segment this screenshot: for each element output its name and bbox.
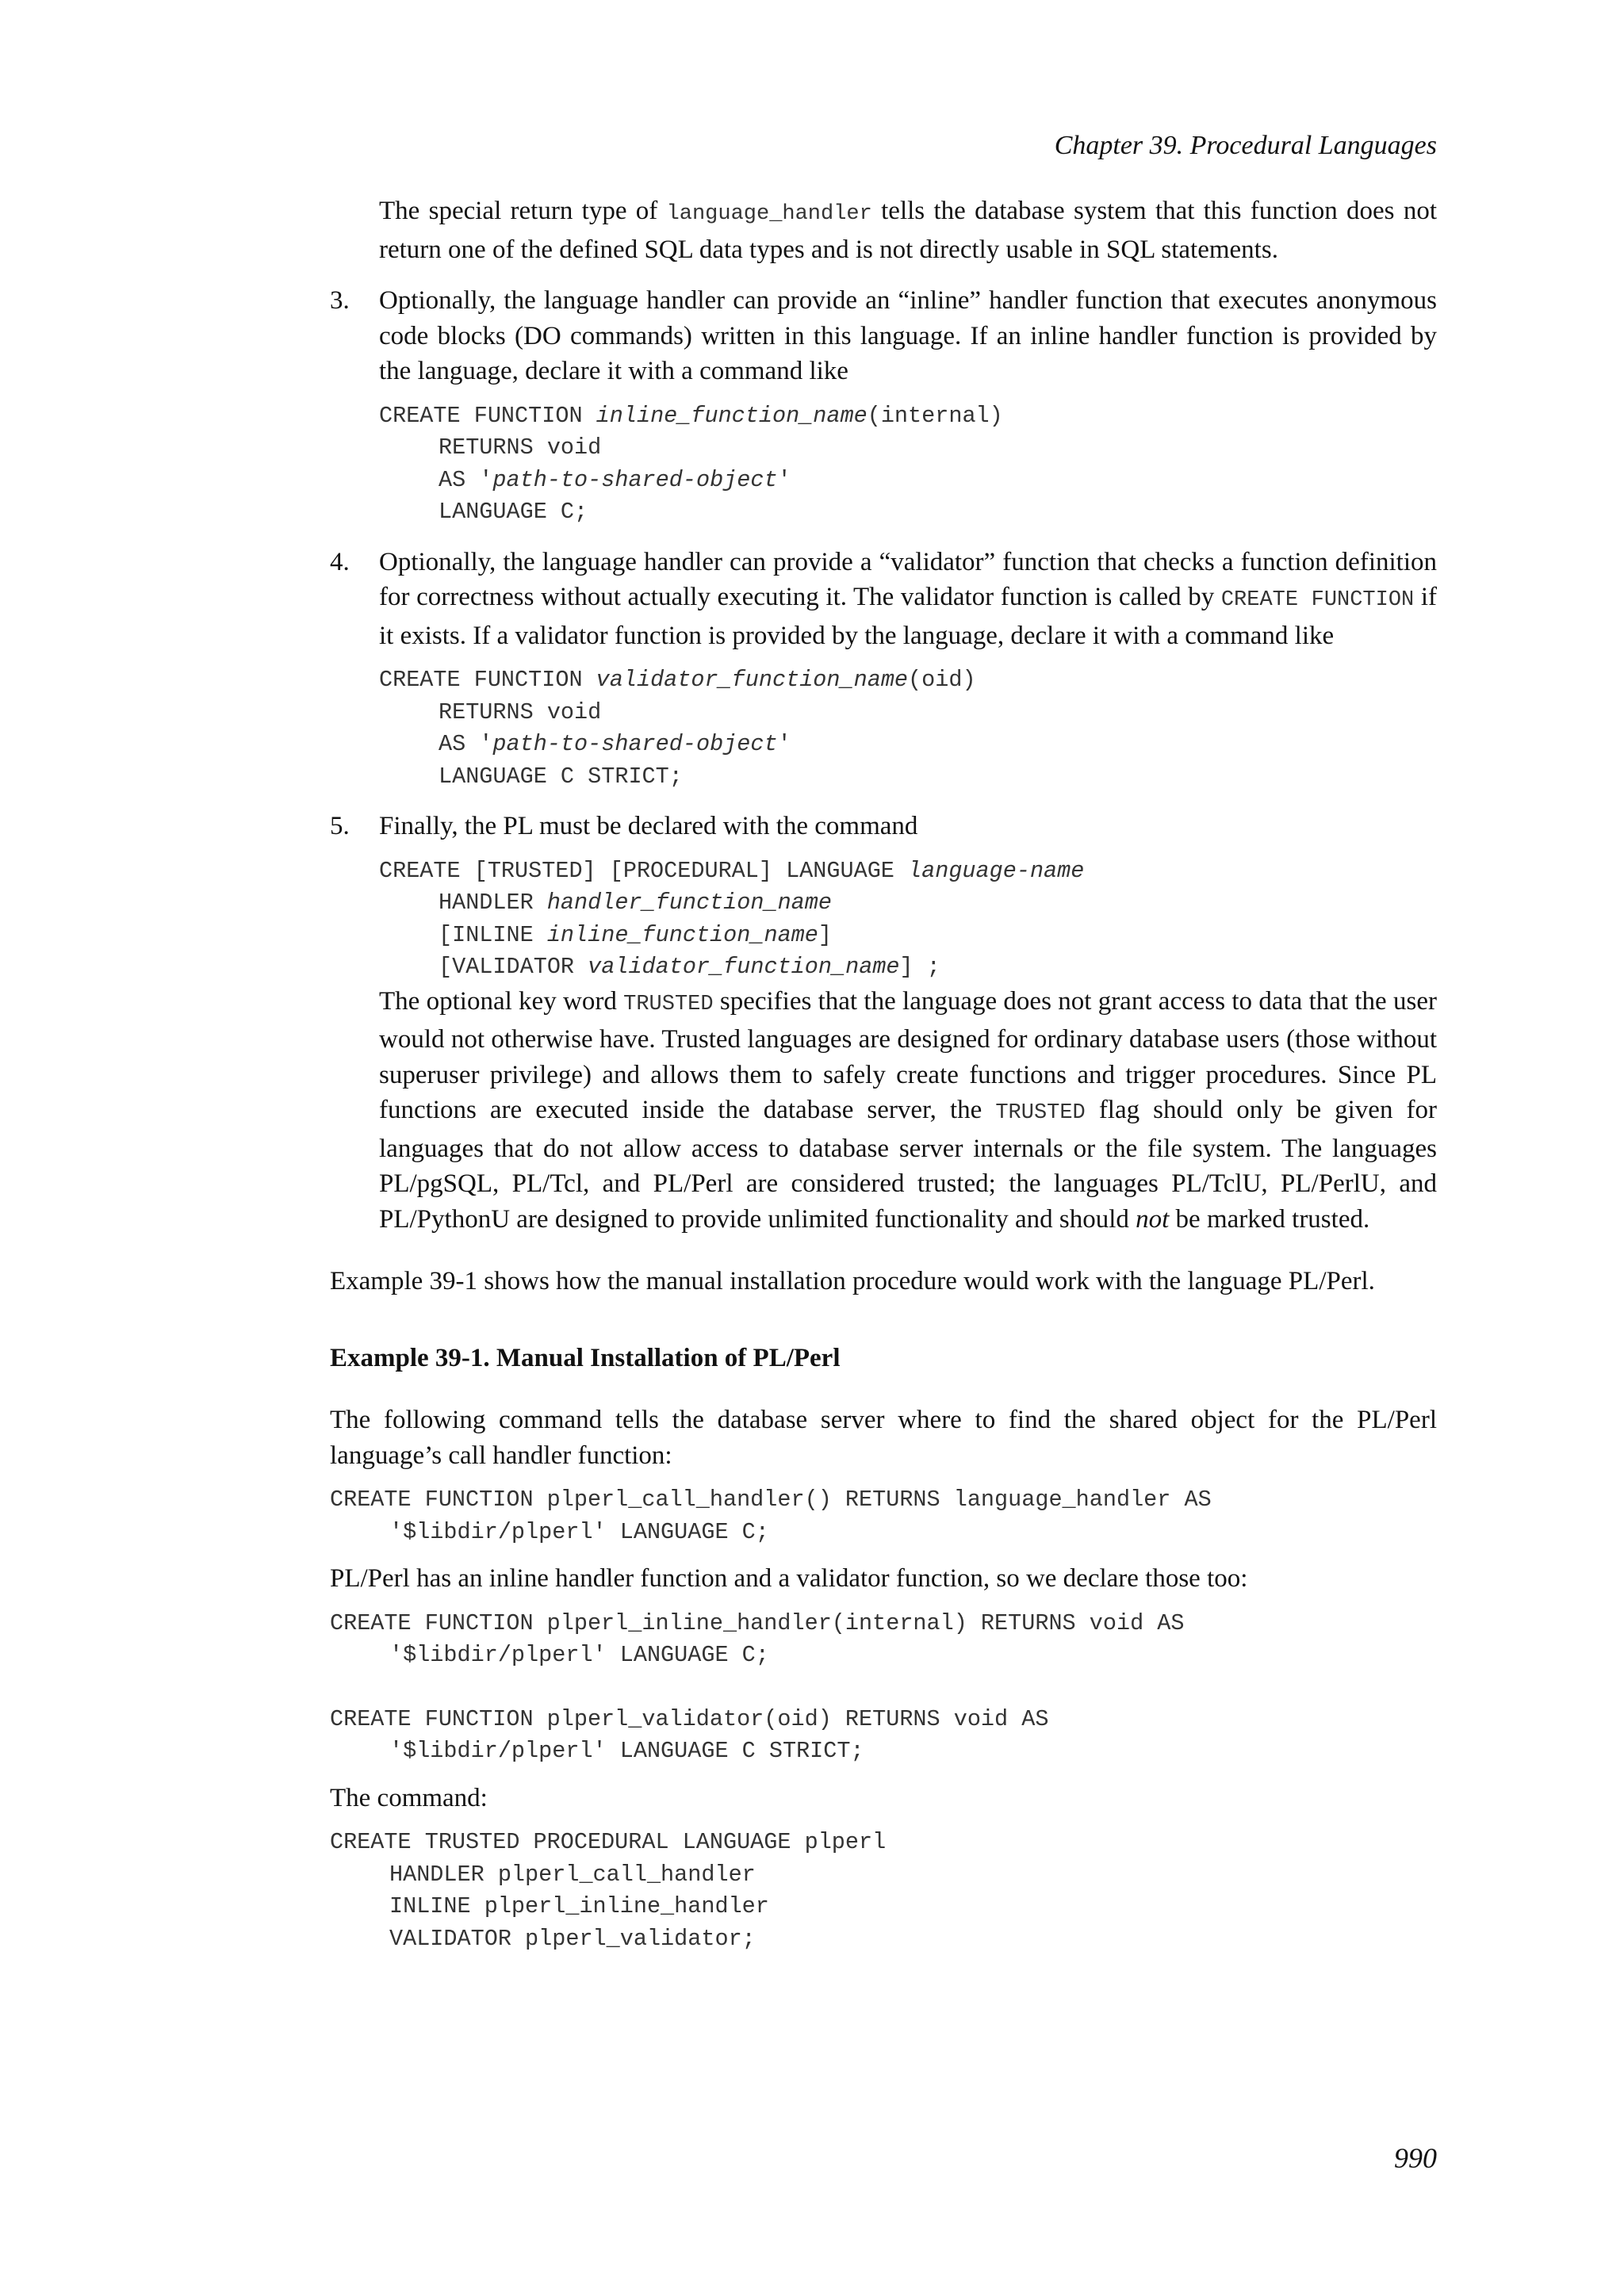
example-paragraph-3: The command: <box>330 1783 488 1812</box>
item-text: Optionally, the language handler can provide a “validator” function that checks a function definition for correctness without actually executing it. The validator function is called by CREATE FUNCTION if it exists. If a validator function is provided by the language, declare it with a command like <box>379 547 1437 650</box>
return-type-paragraph: The special return type of language_handler tells the database system that this function does not return one of the defined SQL data types and is not directly usable in SQL statements. <box>379 197 1437 264</box>
code-line: AS 'path-to-shared-object' <box>439 466 791 493</box>
code-line: '$libdir/plperl' LANGUAGE C STRICT; <box>389 1738 864 1764</box>
code-line: CREATE FUNCTION plperl_call_handler() RETURNS language_handler AS <box>330 1487 1212 1513</box>
code-line: CREATE FUNCTION inline_function_name(internal) <box>379 402 1003 429</box>
code-line: CREATE [TRUSTED] [PROCEDURAL] LANGUAGE language-name <box>379 857 1085 884</box>
item-number: 4. <box>330 547 350 576</box>
code-line: CREATE FUNCTION plperl_inline_handler(internal) RETURNS void AS <box>330 1609 1185 1636</box>
code-line: AS 'path-to-shared-object' <box>439 731 791 757</box>
page-content <box>330 193 1437 1955</box>
code-line: RETURNS void <box>439 434 602 461</box>
inline-code: TRUSTED <box>623 992 714 1016</box>
list-item-5 <box>330 809 1437 1237</box>
code-line: VALIDATOR plperl_validator; <box>389 1925 756 1952</box>
emphasis: not <box>1136 1204 1170 1234</box>
list-item-4 <box>330 545 1437 794</box>
code-line: '$libdir/plperl' LANGUAGE C; <box>389 1642 769 1668</box>
code-line: LANGUAGE C STRICT; <box>439 763 683 790</box>
code-line: INLINE plperl_inline_handler <box>389 1893 769 1919</box>
code-line: CREATE FUNCTION validator_function_name(oid) <box>379 667 976 693</box>
item-number: 5. <box>330 812 350 840</box>
code-line: '$libdir/plperl' LANGUAGE C; <box>389 1518 769 1545</box>
example-reference-paragraph: Example 39-1 shows how the manual installation procedure would work with the language PL/Perl. <box>330 1267 1375 1295</box>
code-line: CREATE TRUSTED PROCEDURAL LANGUAGE plperl <box>330 1829 887 1855</box>
page-number: 990 <box>1394 2142 1437 2174</box>
code-line: [VALIDATOR validator_function_name] ; <box>439 954 940 980</box>
trusted-paragraph: The optional key word TRUSTED specifies that the language does not grant access to data that the user would not otherwise have. Trusted languages are designed for ordinary database users (those without superuser privilege) and allows them to safely create functions and trigger procedures. Since PL functions are executed inside the database server, the TRUSTED flag should only be given for languages that do not allow access to database server internals or the file system. The languages PL/pgSQL, PL/Tcl, and PL/Perl are considered trusted; the languages PL/TclU, PL/PerlU, and PL/PythonU are designed to provide unlimited functionality and should not be marked trusted. <box>379 986 1437 1234</box>
code-block-create-language <box>379 855 1437 984</box>
code-line: HANDLER plperl_call_handler <box>389 1861 756 1888</box>
code-block-inline-and-validator <box>330 1608 1437 1768</box>
code-line: [INLINE inline_function_name] <box>439 921 832 948</box>
item-text: Finally, the PL must be declared with the command <box>379 812 918 840</box>
example-paragraph-2: PL/Perl has an inline handler function and a validator function, so we declare those too: <box>330 1564 1248 1593</box>
item-text: Optionally, the language handler can provide an “inline” handler function that executes anonymous code blocks (DO commands) written in this language. If an inline handler function is provided by the language, declare it with a command like <box>379 286 1437 385</box>
example-paragraph-1: The following command tells the database server where to find the shared object for the PL/Perl language’s call handler function: <box>330 1406 1437 1470</box>
example-title: Example 39-1. Manual Installation of PL/Perl <box>330 1343 841 1372</box>
item-number: 3. <box>330 286 350 315</box>
code-line: HANDLER handler_function_name <box>439 890 832 916</box>
code-block-validator <box>379 664 1437 793</box>
inline-code: CREATE FUNCTION <box>1220 588 1415 612</box>
code-block-call-handler <box>330 1484 1437 1548</box>
code-line: RETURNS void <box>439 698 602 725</box>
code-block-create-trusted-language <box>330 1827 1437 1955</box>
code-line: CREATE FUNCTION plperl_validator(oid) RETURNS void AS <box>330 1705 1049 1732</box>
list-item-3 <box>330 283 1437 529</box>
blank-line <box>330 1672 1437 1704</box>
code-block-inline-handler <box>379 400 1437 529</box>
inline-code: language_handler <box>666 202 872 226</box>
running-header: Chapter 39. Procedural Languages <box>1054 131 1437 160</box>
inline-code: TRUSTED <box>995 1101 1086 1125</box>
code-line: LANGUAGE C; <box>439 499 588 525</box>
